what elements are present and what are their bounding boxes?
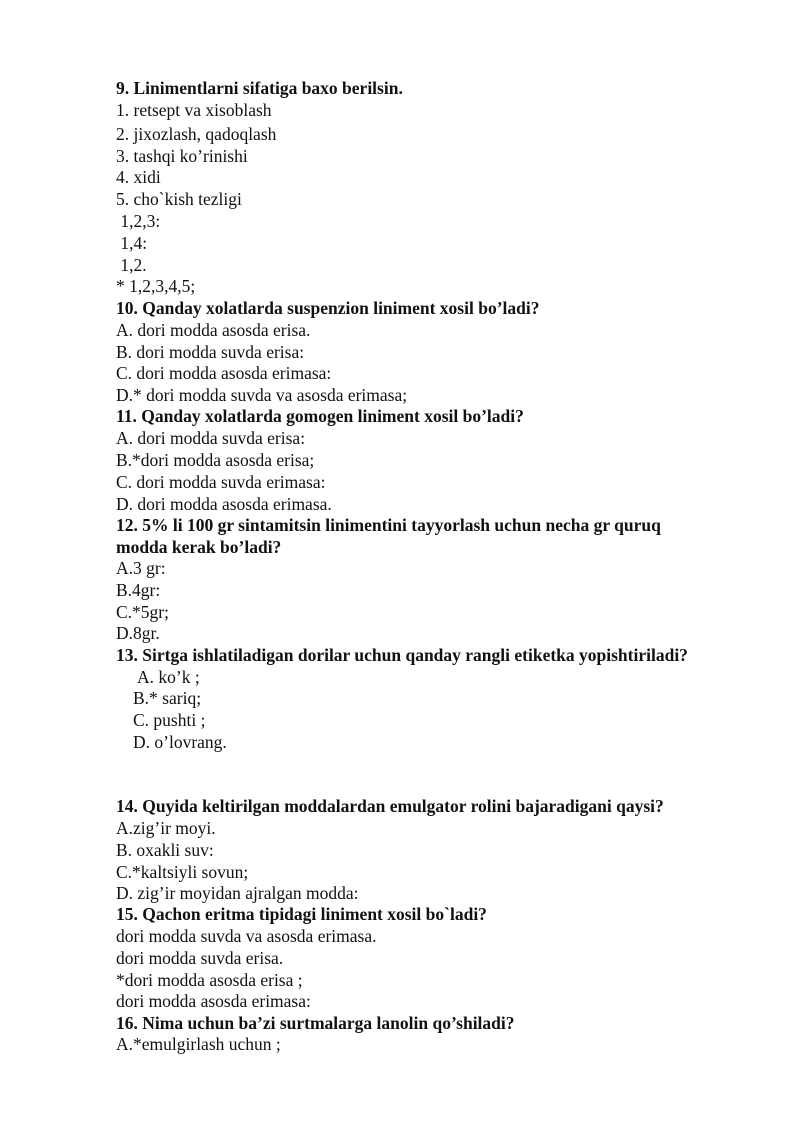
q16-option-a: A.*emulgirlash uchun ;: [116, 1034, 281, 1054]
q10-option-c: C. dori modda asosda erimasa:: [116, 363, 332, 383]
q15-option-4: dori modda asosda erimasa:: [116, 991, 311, 1011]
q9-item-1: 1. retsept va xisoblash: [116, 100, 272, 120]
q9-answer-a: 1,2,3:: [116, 211, 161, 231]
q10-option-b: B. dori modda suvda erisa:: [116, 342, 305, 362]
q14-option-d: D. zig’ir moyidan ajralgan modda:: [116, 883, 359, 903]
question-15: 15. Qachon eritma tipidagi liniment xosil bo`ladi?: [116, 904, 487, 924]
q9-item-4: 4. xidi: [116, 167, 161, 187]
question-12-line-1: 12. 5% li 100 gr sintamitsin linimentini tayyorlash uchun necha gr quruq: [116, 515, 661, 535]
q9-answer-c: 1,2.: [116, 255, 147, 275]
question-10: 10. Qanday xolatlarda suspenzion liniment xosil bo’ladi?: [116, 298, 540, 318]
question-14: 14. Quyida keltirilgan moddalardan emulgator rolini bajaradigani qaysi?: [116, 796, 664, 816]
q9-answer-b: 1,4:: [116, 233, 148, 253]
q12-option-c: C.*5gr;: [116, 602, 169, 622]
q14-option-a: A.zig’ir moyi.: [116, 818, 216, 838]
question-9: 9. Linimentlarni sifatiga baxo berilsin.: [116, 78, 403, 98]
q12-option-a: A.3 gr:: [116, 558, 166, 578]
q13-option-c: C. pushti ;: [133, 710, 206, 730]
q15-option-2: dori modda suvda erisa.: [116, 948, 284, 968]
q9-item-2: 2. jixozlash, qadoqlash: [116, 124, 277, 144]
q14-option-b: B. oxakli suv:: [116, 840, 214, 860]
q11-option-b: B.*dori modda asosda erisa;: [116, 450, 315, 470]
q15-option-3: *dori modda asosda erisa ;: [116, 970, 303, 990]
question-11: 11. Qanday xolatlarda gomogen liniment xosil bo’ladi?: [116, 406, 524, 426]
question-12-line-2: modda kerak bo’ladi?: [116, 537, 282, 557]
q10-option-d: D.* dori modda suvda va asosda erimasa;: [116, 385, 408, 405]
q13-option-a: A. ko’k ;: [137, 667, 200, 687]
q11-option-c: C. dori modda suvda erimasa:: [116, 472, 326, 492]
question-16: 16. Nima uchun ba’zi surtmalarga lanolin qo’shiladi?: [116, 1013, 515, 1033]
q9-item-3: 3. tashqi ko’rinishi: [116, 146, 248, 166]
q15-option-1: dori modda suvda va asosda erimasa.: [116, 926, 377, 946]
q9-answer-d: * 1,2,3,4,5;: [116, 276, 196, 296]
q10-option-a: A. dori modda asosda erisa.: [116, 320, 311, 340]
q11-option-a: A. dori modda suvda erisa:: [116, 428, 306, 448]
q13-option-d: D. o’lovrang.: [133, 732, 227, 752]
q9-item-5: 5. cho`kish tezligi: [116, 189, 242, 209]
q13-option-b: B.* sariq;: [133, 688, 202, 708]
q12-option-d: D.8gr.: [116, 623, 160, 643]
q11-option-d: D. dori modda asosda erimasa.: [116, 494, 332, 514]
q12-option-b: B.4gr:: [116, 580, 161, 600]
q14-option-c: C.*kaltsiyli sovun;: [116, 862, 249, 882]
question-13: 13. Sirtga ishlatiladigan dorilar uchun qanday rangli etiketka yopishtiriladi?: [116, 645, 688, 665]
